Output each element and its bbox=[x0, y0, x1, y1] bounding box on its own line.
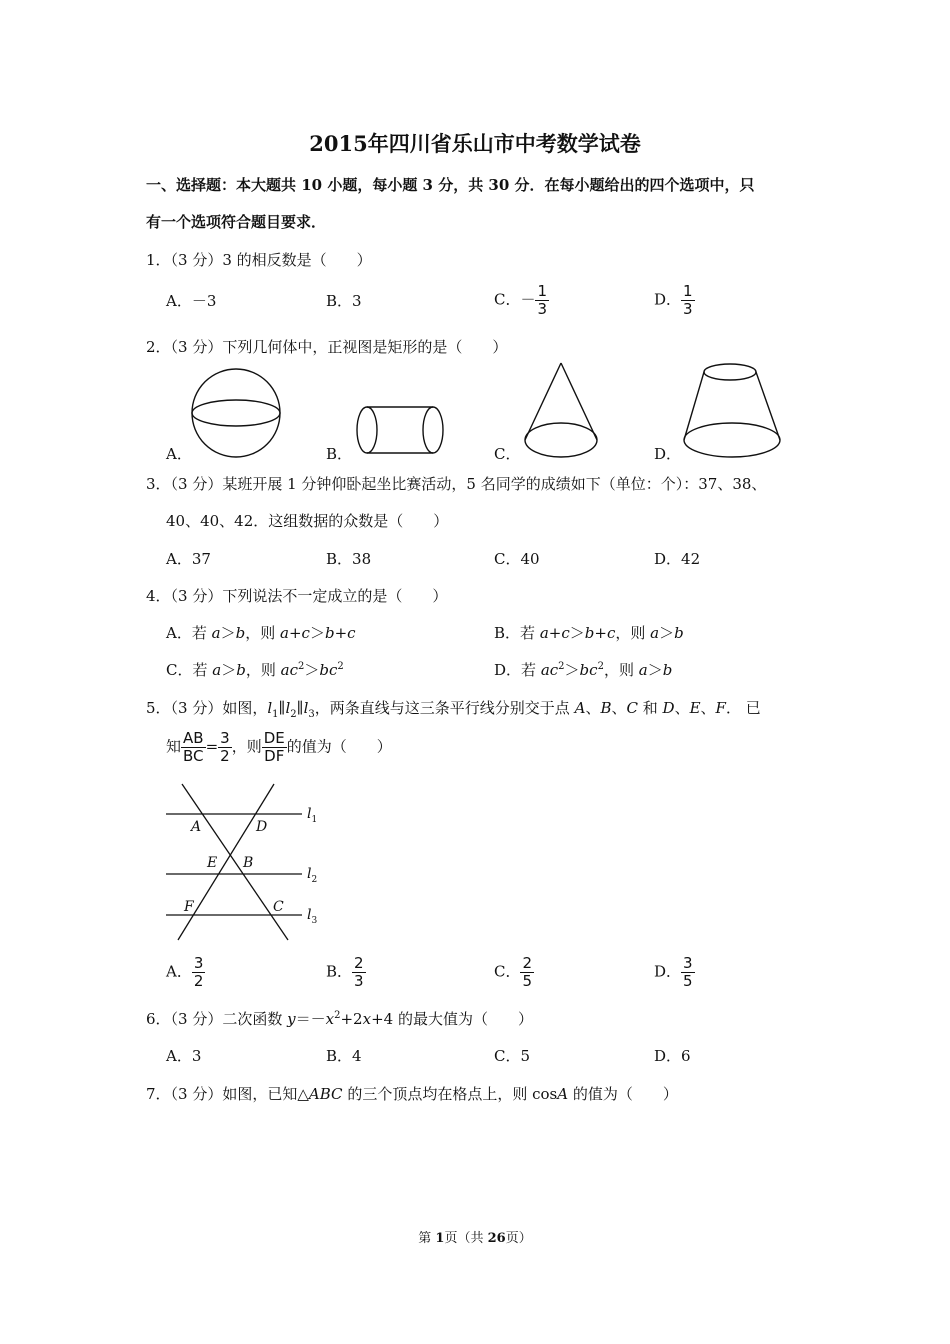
page-title: 2015年四川省乐山市中考数学试卷 bbox=[309, 131, 641, 156]
q3-option-c: C．40 bbox=[494, 550, 540, 568]
question-7-stem: 7．（3 分）如图，已知△ABC 的三个顶点均在格点上，则 cosA 的值为（ ） bbox=[146, 1085, 678, 1103]
point-label-e: E bbox=[207, 855, 218, 871]
question-3-stem-line2: 40、40、42．这组数据的众数是（ ） bbox=[166, 512, 449, 530]
q2-option-d-label: D． bbox=[654, 445, 682, 463]
section-heading-line2: 有一个选项符合题目要求． bbox=[146, 213, 327, 231]
section-heading-line1: 一、选择题：本大题共 10 小题，每小题 3 分，共 30 分．在每小题给出的四个选项中，只 bbox=[146, 176, 755, 194]
q5-given-ratio: $\frac{AB}{BC}$ bbox=[183, 729, 204, 765]
q5-option-a: A． $\frac{3}{2}$ bbox=[166, 954, 204, 990]
q1-option-c bbox=[494, 283, 549, 318]
line-label-l2: $l_2$ bbox=[307, 866, 318, 885]
parallel-lines-figure bbox=[162, 780, 332, 945]
line-label-l1: $l_1$ bbox=[307, 806, 318, 825]
q1-option-b: B．3 bbox=[326, 292, 362, 310]
q5-asked-ratio: $\frac{DE}{DF}$ bbox=[263, 729, 285, 765]
q3-option-b: B．38 bbox=[326, 550, 372, 568]
point-label-b: B bbox=[243, 855, 254, 871]
q1-option-c-fraction: $\frac{1}{3}$ bbox=[537, 282, 548, 318]
q1-option-d-label: D． bbox=[654, 290, 682, 309]
q1-option-d bbox=[654, 283, 695, 318]
page-footer: 第 1页（共 26页） bbox=[418, 1231, 532, 1246]
point-label-c: C bbox=[273, 899, 284, 915]
q5-option-d: D． $\frac{3}{5}$ bbox=[654, 954, 693, 990]
question-4-stem: 4．（3 分）下列说法不一定成立的是（ ） bbox=[146, 587, 448, 605]
q3-option-d: D．42 bbox=[654, 550, 701, 568]
q2-option-b-label: B． bbox=[326, 445, 353, 463]
q1-option-c-label: C．－ bbox=[494, 290, 536, 309]
question-3-stem-line1: 3．（3 分）某班开展 1 分钟仰卧起坐比赛活动，5 名同学的成绩如下（单位：个）：37、38、 bbox=[146, 475, 767, 493]
sphere-figure bbox=[190, 368, 290, 463]
q3-option-a: A．37 bbox=[166, 550, 211, 568]
current-page: 1 bbox=[435, 1231, 445, 1246]
point-label-a: A bbox=[191, 819, 202, 835]
point-label-d: D bbox=[256, 819, 268, 835]
q6-option-b: B．4 bbox=[326, 1047, 362, 1065]
cone-figure bbox=[520, 360, 610, 465]
question-1-stem: 1．（3 分）3 的相反数是（ ） bbox=[146, 251, 372, 269]
question-5-stem-line1: 5．（3 分）如图，$l_1\parallel l_2\parallel l_3$，两条直线与这三条平行线分别交于点 A、B、C 和 D、E、F． 已 bbox=[146, 699, 761, 720]
point-label-f: F bbox=[184, 899, 194, 915]
q4-option-b: B．若 a+c＞b+c，则 a＞b bbox=[494, 624, 684, 642]
question-2-stem: 2．（3 分）下列几何体中，正视图是矩形的是（ ） bbox=[146, 338, 508, 356]
q5-given-value: $\frac{3}{2}$ bbox=[220, 729, 230, 765]
q6-option-d: D．6 bbox=[654, 1047, 691, 1065]
q4-option-a: A．若 a＞b，则 a+c＞b+c bbox=[166, 624, 356, 642]
question-6-stem: 6．（3 分）二次函数 $y=-x^2+2x+4$ 的最大值为（ ） bbox=[146, 1010, 533, 1028]
q6-option-c: C．5 bbox=[494, 1047, 531, 1065]
q5-option-b: B． $\frac{2}{3}$ bbox=[326, 954, 364, 990]
frustum-figure bbox=[680, 362, 790, 462]
q1-option-d-fraction: $\frac{1}{3}$ bbox=[683, 282, 693, 318]
q4-option-d: D．若 $ac^2>bc^2$，则 a＞b bbox=[494, 661, 673, 679]
q6-option-a: A．3 bbox=[166, 1047, 202, 1065]
total-pages: 26 bbox=[487, 1231, 506, 1246]
question-5-stem-line2: 知 $\frac{AB}{BC}$ = $\frac{3}{2}$ ，则 $\frac{DE}{DF}$ 的值为（ ） bbox=[166, 729, 392, 765]
q4-option-c: C．若 a＞b，则 $ac^2>bc^2$ bbox=[166, 661, 344, 679]
q2-option-c-label: C． bbox=[494, 445, 521, 463]
q5-option-c: C． $\frac{2}{5}$ bbox=[494, 954, 533, 990]
q2-option-a-label: A． bbox=[166, 445, 192, 463]
cylinder-figure bbox=[355, 400, 455, 460]
line-label-l3: $l_3$ bbox=[307, 907, 318, 926]
q1-option-a: A．－3 bbox=[166, 292, 217, 310]
